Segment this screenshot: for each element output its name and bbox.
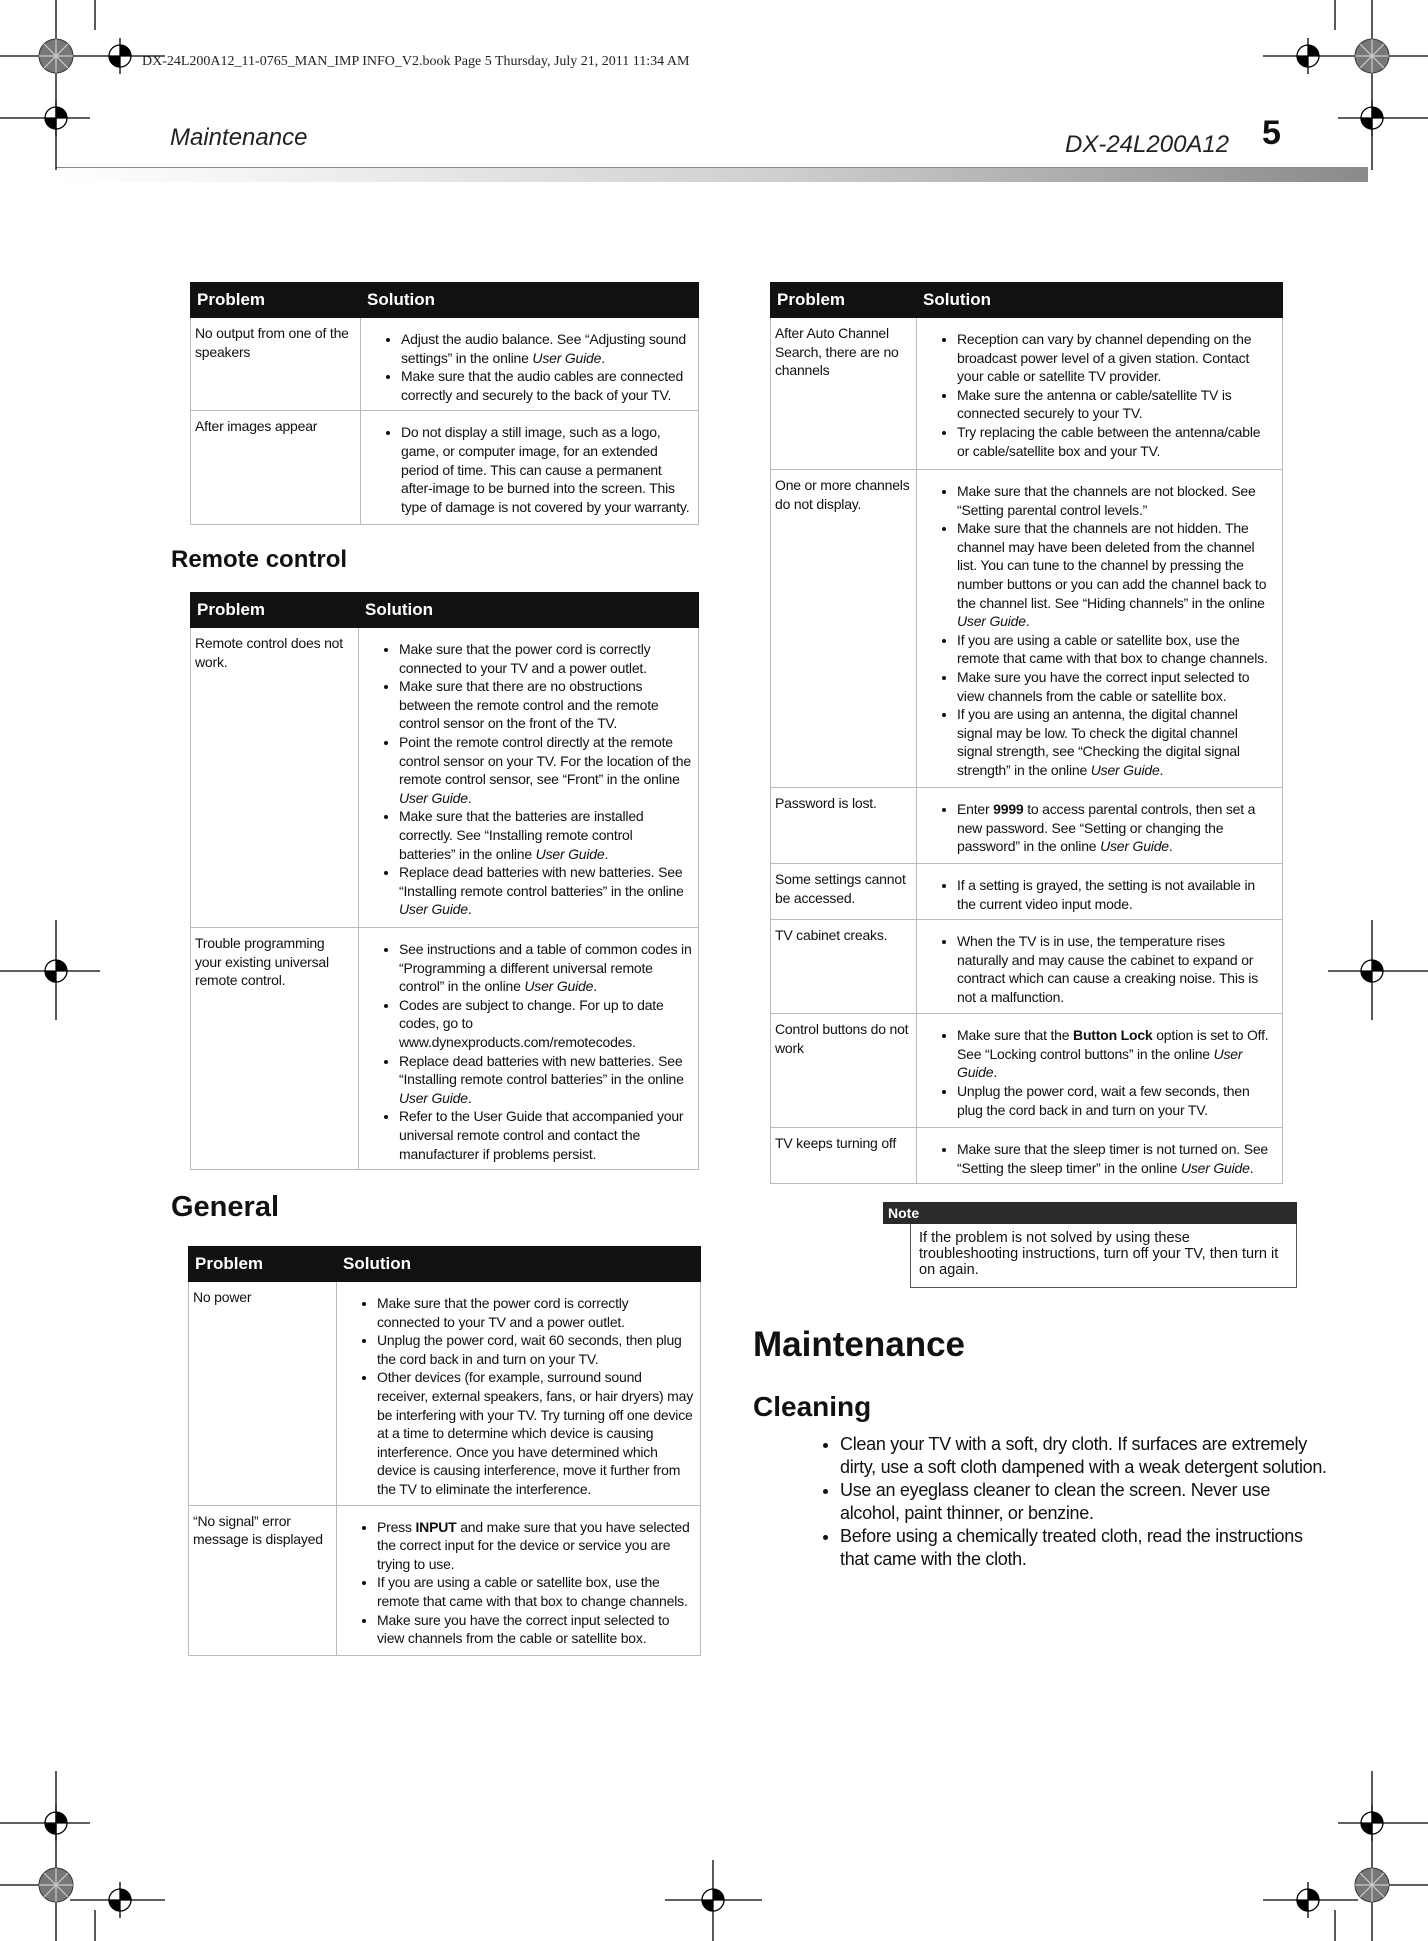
- solution-text: .: [604, 845, 609, 862]
- solution-list: [921, 330, 1276, 460]
- solution-text: Point the remote control directly at the remote control sensor on your TV. For the location of the remote control sensor, see “Front” in the online: [399, 733, 691, 788]
- solution-text: .: [1025, 613, 1030, 630]
- problem-cell: After images appear: [191, 411, 361, 525]
- solution-text: to access parental controls, then set a new password. See “Setting or changing the password” in the online: [957, 801, 1256, 855]
- solution-item: [957, 1026, 1276, 1082]
- solution-text: If you are using a cable or satellite box, use the remote that came with that box to change channels.: [957, 631, 1268, 667]
- user-guide-reference: User Guide: [957, 613, 1026, 630]
- solution-text: Make sure that the power cord is correctly connected to your TV and a power outlet.: [377, 1295, 629, 1330]
- table-row: [191, 928, 699, 1170]
- emphasized-term: 9999: [993, 801, 1024, 817]
- solution-item: [957, 423, 1276, 460]
- solution-text: Make sure that there are no obstructions between the remote control and the remote control sensor on the front of the TV.: [399, 678, 659, 732]
- solution-text: Make sure that the power cord is correctly connected to your TV and a power outlet.: [399, 641, 651, 676]
- solution-text: If you are using an antenna, the digital channel signal may be low. To check the digital channel signal strength, see “Checking the digital signal strength” in the online: [957, 706, 1240, 778]
- solution-item: [957, 631, 1276, 668]
- table-row: [771, 788, 1283, 864]
- solution-item: [957, 800, 1276, 856]
- remote-control-troubleshooting-table: [190, 592, 699, 1170]
- solution-cell: [917, 318, 1283, 470]
- header-model-number: DX-24L200A12: [1065, 131, 1230, 158]
- cleaning-item: • Use an eyeglass cleaner to clean the screen. Never use alcohol, paint thinner, or benzine.: [840, 1479, 1330, 1525]
- problem-column-header: Problem: [191, 593, 359, 628]
- solution-list: [921, 932, 1276, 1006]
- user-guide-reference: User Guide: [1100, 838, 1169, 855]
- table-row: [771, 920, 1283, 1014]
- header-gradient-rule: [56, 168, 1368, 182]
- solution-cell: [917, 1014, 1283, 1128]
- solution-text: Reception can vary by channel depending on the broadcast power level of a given station. Contact your cable or satellite TV provider.: [957, 331, 1252, 385]
- solution-item: [377, 1368, 694, 1498]
- user-guide-reference: User Guide: [399, 1089, 468, 1106]
- user-guide-reference: User Guide: [535, 845, 605, 862]
- solution-cell: [361, 411, 699, 525]
- solution-text: Do not display a still image, such as a logo, game, or computer image, for an extended period of time. This can cause a permanent after-image to be burned into the screen. This type of damage is not covered by your warranty.: [401, 424, 690, 515]
- solution-item: [377, 1573, 694, 1610]
- solution-text: .: [1249, 1159, 1254, 1176]
- solution-item: [399, 1052, 692, 1108]
- solution-text: .: [467, 789, 472, 806]
- solution-cell: [359, 928, 699, 1170]
- solution-item: [401, 367, 692, 404]
- table-row: [771, 1128, 1283, 1184]
- solution-text: Make sure you have the correct input selected to view channels from the cable or satellite box.: [377, 1611, 670, 1647]
- solution-item: [957, 876, 1276, 913]
- channels-troubleshooting-table: [770, 282, 1283, 1184]
- solution-list: [365, 330, 692, 404]
- problem-cell: TV cabinet creaks.: [771, 920, 917, 1014]
- solution-text: .: [1168, 838, 1173, 855]
- problem-cell: Remote control does not work.: [191, 628, 359, 928]
- user-guide-reference: User Guide: [524, 978, 594, 995]
- solution-text: Make sure the antenna or cable/satellite TV is connected securely to your TV.: [957, 386, 1232, 422]
- maintenance-heading: Maintenance: [753, 1325, 965, 1364]
- user-guide-reference: User Guide: [399, 901, 468, 918]
- solution-item: [957, 705, 1276, 779]
- problem-cell: “No signal” error message is displayed: [189, 1505, 337, 1655]
- solution-item: [399, 863, 692, 919]
- solution-text: Enter: [957, 801, 994, 817]
- table-row: [191, 411, 699, 525]
- solution-text: option is set to Off. See “Locking control buttons” in the online: [957, 1027, 1269, 1062]
- table-row: [189, 1505, 701, 1655]
- cleaning-item: • Clean your TV with a soft, dry cloth. If surfaces are extremely dirty, use a soft cloth dampened with a weak detergent solution.: [840, 1433, 1330, 1479]
- cleaning-list: [810, 1433, 1330, 1571]
- solution-text: .: [593, 978, 597, 995]
- problem-column-header: Problem: [771, 283, 917, 318]
- solution-cell: [917, 920, 1283, 1014]
- solution-item: [399, 1107, 692, 1163]
- solution-item: [399, 640, 692, 677]
- solution-item: [957, 482, 1276, 519]
- solution-list: [921, 1140, 1276, 1177]
- solution-text: If a setting is grayed, the setting is not available in the current video input mode.: [957, 877, 1255, 912]
- solution-text: Make sure that the audio cables are connected correctly and securely to the back of your TV.: [401, 368, 684, 403]
- emphasized-term: Button Lock: [1073, 1027, 1153, 1044]
- general-heading: General: [171, 1191, 279, 1223]
- cleaning-item: • Before using a chemically treated cloth, read the instructions that came with the cloth.: [840, 1525, 1330, 1571]
- solution-cell: [361, 318, 699, 411]
- solution-item: [957, 386, 1276, 423]
- solution-item: [377, 1518, 694, 1574]
- problem-cell: TV keeps turning off: [771, 1128, 917, 1184]
- problem-cell: Trouble programming your existing universal remote control.: [191, 928, 359, 1170]
- solution-item: [957, 330, 1276, 386]
- solution-text: When the TV is in use, the temperature rises naturally and may cause the cabinet to expand or contract which can cause a creaking noise. This is not a malfunction.: [957, 933, 1259, 1005]
- emphasized-term: INPUT: [415, 1518, 457, 1535]
- solution-text: .: [467, 1089, 472, 1106]
- solution-item: [399, 677, 692, 733]
- solution-list: [921, 1026, 1276, 1119]
- solution-list: [341, 1518, 694, 1648]
- solution-text: Make sure that the channels are not hidden. The channel may have been deleted from the channel list. You can tune to the channel by pressing the number buttons or you can add the channel back to the channel list. See “Hiding channels” in the online: [957, 520, 1267, 611]
- solution-text: Replace dead batteries with new batteries. See “Installing remote control batteries” in the online: [399, 864, 684, 899]
- page-number: 5: [1262, 114, 1281, 152]
- header-section-title: Maintenance: [170, 124, 308, 151]
- solution-cell: [917, 864, 1283, 920]
- remote-control-heading: Remote control: [171, 546, 348, 573]
- note-text: If the problem is not solved by using these troubleshooting instructions, turn off your TV, then turn it on again.: [910, 1224, 1297, 1288]
- solution-item: [377, 1611, 694, 1648]
- user-guide-reference: User Guide: [1180, 1159, 1250, 1176]
- solution-item: [377, 1331, 694, 1368]
- solution-text: Make sure that the channels are not blocked. See “Setting parental control levels.”: [957, 483, 1256, 518]
- solution-item: [399, 733, 692, 807]
- solution-item: [399, 996, 692, 1052]
- note-label: Note: [883, 1202, 1297, 1224]
- solution-column-header: Solution: [337, 1247, 701, 1282]
- problem-cell: Some settings cannot be accessed.: [771, 864, 917, 920]
- solution-list: [921, 800, 1276, 856]
- solution-text: Make sure that the batteries are installed correctly. See “Installing remote control batteries” in the online: [399, 808, 644, 862]
- solution-text: .: [467, 901, 472, 918]
- table-row: [191, 628, 699, 928]
- solution-text: Codes are subject to change. For up to date codes, go to www.dynexproducts.com/remotecodes.: [399, 996, 664, 1050]
- solution-item: [957, 1082, 1276, 1119]
- solution-column-header: Solution: [361, 283, 699, 318]
- solution-text: See instructions and a table of common codes in “Programming a different universal remote control” in the online: [399, 941, 692, 995]
- audio-troubleshooting-table: [190, 282, 699, 525]
- user-guide-reference: User Guide: [532, 349, 602, 366]
- solution-text: Make sure you have the correct input selected to view channels from the cable or satellite box.: [957, 668, 1250, 704]
- solution-item: [377, 1294, 694, 1331]
- problem-cell: Password is lost.: [771, 788, 917, 864]
- solution-cell: [359, 628, 699, 928]
- print-stamp: DX-24L200A12_11-0765_MAN_IMP INFO_V2.book Page 5 Thursday, July 21, 2011 11:34 AM: [142, 54, 690, 69]
- user-guide-reference: User Guide: [399, 789, 468, 806]
- problem-cell: After Auto Channel Search, there are no channels: [771, 318, 917, 470]
- table-row: [771, 1014, 1283, 1128]
- user-guide-reference: User Guide: [957, 1045, 1243, 1081]
- solution-text: .: [1159, 761, 1164, 778]
- solution-cell: [917, 1128, 1283, 1184]
- general-troubleshooting-table: [188, 1246, 701, 1656]
- solution-text: Unplug the power cord, wait a few seconds, then plug the cord back in and turn on your TV.: [957, 1082, 1250, 1118]
- solution-item: [399, 807, 692, 863]
- solution-text: Make sure that the: [957, 1027, 1074, 1044]
- problem-cell: No power: [189, 1282, 337, 1506]
- solution-text: Replace dead batteries with new batteries. See “Installing remote control batteries” in the online: [399, 1052, 684, 1088]
- solution-list: [921, 876, 1276, 913]
- problem-column-header: Problem: [189, 1247, 337, 1282]
- table-row: [191, 318, 699, 411]
- problem-cell: One or more channels do not display.: [771, 470, 917, 788]
- problem-column-header: Problem: [191, 283, 361, 318]
- cleaning-heading: Cleaning: [753, 1391, 872, 1422]
- solution-list: [365, 423, 692, 516]
- solution-cell: [337, 1282, 701, 1506]
- table-row: [189, 1282, 701, 1506]
- solution-text: and make sure that you have selected the correct input for the device or service you are trying to use.: [377, 1518, 690, 1572]
- solution-text: Refer to the User Guide that accompanied your universal remote control and contact the manufacturer if problems persist.: [399, 1108, 684, 1162]
- solution-item: [401, 330, 692, 367]
- solution-item: [957, 668, 1276, 705]
- problem-cell: No output from one of the speakers: [191, 318, 361, 411]
- user-guide-reference: User Guide: [1090, 761, 1160, 778]
- problem-cell: Control buttons do not work: [771, 1014, 917, 1128]
- solution-list: [363, 940, 692, 1163]
- solution-list: [921, 482, 1276, 780]
- solution-item: [401, 423, 692, 516]
- solution-item: [957, 932, 1276, 1006]
- solution-text: If you are using a cable or satellite box, use the remote that came with that box to change channels.: [377, 1574, 688, 1609]
- solution-text: Press: [377, 1518, 416, 1535]
- solution-cell: [917, 470, 1283, 788]
- table-row: [771, 318, 1283, 470]
- table-row: [771, 864, 1283, 920]
- solution-text: Adjust the audio balance. See “Adjusting sound settings” in the online: [401, 331, 687, 366]
- solution-cell: [917, 788, 1283, 864]
- solution-list: [363, 640, 692, 919]
- solution-item: [957, 1140, 1276, 1177]
- solution-text: .: [601, 349, 605, 366]
- solution-list: [341, 1294, 694, 1499]
- solution-item: [399, 940, 692, 996]
- solution-column-header: Solution: [359, 593, 699, 628]
- solution-text: Other devices (for example, surround sound receiver, external speakers, fans, or hair dryers) may be interfering with your TV. Try turning off one device at a time to determine which device is causing interference. Once you have determined which device is causing interference, move it further from the TV to eliminate the interference.: [377, 1369, 693, 1497]
- solution-item: [957, 519, 1276, 631]
- solution-column-header: Solution: [917, 283, 1283, 318]
- solution-cell: [337, 1505, 701, 1655]
- table-row: [771, 470, 1283, 788]
- solution-text: Try replacing the cable between the antenna/cable or cable/satellite box and your TV.: [957, 423, 1261, 459]
- solution-text: Unplug the power cord, wait 60 seconds, then plug the cord back in and turn on your TV.: [377, 1332, 682, 1367]
- solution-text: .: [993, 1064, 998, 1081]
- header-divider: [56, 167, 1368, 168]
- solution-text: Make sure that the sleep timer is not turned on. See “Setting the sleep timer” in the online: [957, 1141, 1268, 1176]
